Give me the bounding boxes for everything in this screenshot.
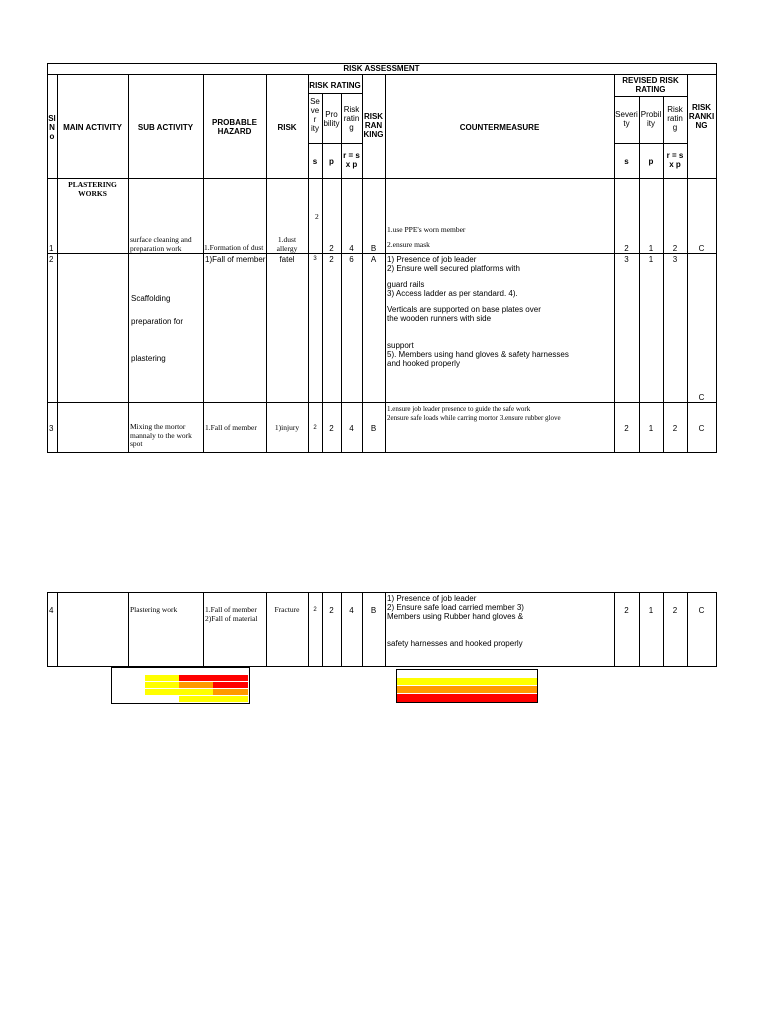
header-risk-rating: RISK RATING <box>309 81 361 90</box>
row2-sub-activity-3: plastering <box>131 354 166 363</box>
row4-countermeasure: 1) Presence of job leader 2) Ensure safe load carried member 3) Members using Rubber hand gloves & safety harnesses and hooked properly <box>387 594 524 648</box>
row2-risk: fatel <box>279 255 295 264</box>
row2-countermeasure: 1) Presence of job leader 2) Ensure well secured platforms with guard rails 3) Access ladder as per standard. 4). Verticals are supported on base plates over the wooden runners with side support 5). Members using hand gloves & safety harnesses and hooked properly <box>387 255 569 368</box>
row2-sub-activity-1: Scaffolding <box>131 294 171 303</box>
row2-rev-s: 3 <box>624 255 629 264</box>
row1-main-activity: PLASTERING WORKS <box>68 180 117 198</box>
row1-rev-rank: C <box>698 244 705 253</box>
row1-ranking: B <box>370 244 377 253</box>
header-formula: r = s x p <box>343 151 360 169</box>
row2-r: 6 <box>349 255 354 264</box>
row3-hazard: 1.Fall of member <box>205 423 257 432</box>
row2-sl: 2 <box>49 255 54 264</box>
header-main-activity: MAIN ACTIVITY <box>63 123 122 132</box>
row1-sub-activity: surface cleaning and preparation work <box>130 235 192 253</box>
header-rev-probability: Probil ity <box>640 110 662 128</box>
header-severity: Se ve r ity <box>310 97 320 133</box>
row2-rev-p: 1 <box>648 255 654 264</box>
row3-p: 2 <box>329 424 334 433</box>
risk-matrix-legend <box>111 667 250 704</box>
row3-countermeasure: 1.ensure job leader presence to guide the safe work 2ensure safe loads while carring mortor 3.ensure rubber glove <box>387 405 561 422</box>
header-rev-formula: r = s x p <box>666 151 684 169</box>
row1-countermeasure: 1.use PPE's worn member 2.ensure mask <box>387 225 466 249</box>
header-rev-severity: Severi ty <box>615 110 638 128</box>
row2-rev-rank: C <box>698 393 705 402</box>
row4-rev-rank: C <box>698 606 705 615</box>
row4-rev-r: 2 <box>672 606 678 615</box>
header-risk: RISK <box>277 123 297 132</box>
header-sub-activity: SUB ACTIVITY <box>137 123 194 132</box>
row3-rev-rank: C <box>698 424 705 433</box>
row4-risk: Fracture <box>274 605 300 614</box>
row3-s: 2 <box>313 425 317 431</box>
row1-severity-top: 2 <box>315 212 319 221</box>
row1-rev-r: 2 <box>672 244 678 253</box>
row4-p: 2 <box>329 606 334 615</box>
row1-risk: 1.dust allergy <box>276 235 298 253</box>
row3-sl: 3 <box>49 424 54 433</box>
row1-sl: 1 <box>49 244 54 253</box>
header-s: s <box>312 157 318 166</box>
row3-risk: 1)injury <box>274 423 300 432</box>
row1-r: 4 <box>349 244 354 253</box>
row3-r: 4 <box>349 424 354 433</box>
header-countermeasure: COUNTERMEASURE <box>459 123 540 132</box>
header-rev-p: p <box>648 157 654 166</box>
table-title: RISK ASSESSMENT <box>343 64 420 73</box>
row2-sub-activity-2: preparation for <box>131 317 184 326</box>
row4-rev-s: 2 <box>624 606 629 615</box>
row4-r: 4 <box>349 606 354 615</box>
row4-sub-activity: Plastering work <box>130 605 178 614</box>
row4-ranking: B <box>370 606 377 615</box>
row3-sub-activity: Mixing the mortor mannaly to the work spot <box>130 422 192 448</box>
row1-p: 2 <box>329 244 334 253</box>
header-p: p <box>329 157 334 166</box>
row1-hazard: 1.Formation of dust <box>204 244 264 252</box>
row4-hazard: 1.Fall of member 2)Fall of material <box>205 605 258 623</box>
risk-ranking-legend <box>396 669 538 703</box>
header-probable-hazard: PROBABLE HAZARD <box>212 118 257 136</box>
row3-rev-s: 2 <box>624 424 629 433</box>
row2-s: 3 <box>313 256 317 262</box>
row4-sl: 4 <box>49 606 54 615</box>
header-probability: Pro bility <box>323 110 340 128</box>
row1-rev-s: 2 <box>624 244 629 253</box>
header-rev-risk-ranking: RISK RANKI NG <box>688 103 715 130</box>
row3-rev-p: 1 <box>648 424 654 433</box>
header-rev-s: s <box>624 157 629 166</box>
row2-ranking: A <box>370 255 377 264</box>
row1-rev-p: 1 <box>648 244 654 253</box>
row2-hazard: 1)Fall of member <box>205 255 266 264</box>
row4-rev-p: 1 <box>648 606 654 615</box>
row2-rev-r: 3 <box>672 255 678 264</box>
header-sl-no: Sl N o <box>48 114 56 141</box>
header-risk-ranking: RISK RAN KING <box>363 112 384 139</box>
row4-s: 2 <box>313 607 317 613</box>
header-rev-risk-rating: Risk ratin g <box>667 105 683 132</box>
header-revised-risk-rating: REVISED RISK RATING <box>622 76 679 94</box>
row3-ranking: B <box>370 424 377 433</box>
row3-rev-r: 2 <box>672 424 678 433</box>
row2-p: 2 <box>329 255 334 264</box>
header-risk-rating-col: Risk ratin g <box>343 105 360 132</box>
